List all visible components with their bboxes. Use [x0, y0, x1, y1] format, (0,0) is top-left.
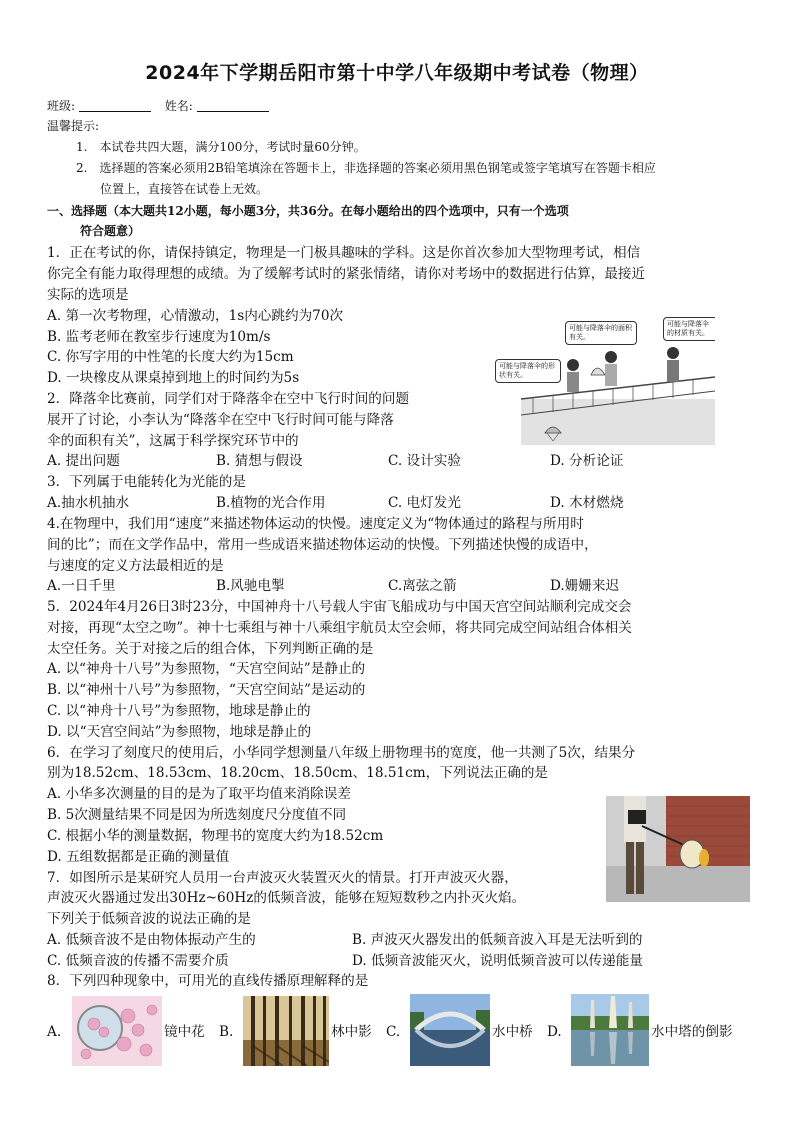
q4-option-b: B.风驰电掣 [216, 578, 285, 594]
q2-stem-2: 展开了讨论，小李认为“降落伞在空中飞行时间可能与降落 [47, 412, 394, 428]
q3-option-a: A.抽水机抽水 [47, 495, 130, 511]
q7-option-c: C. 低频音波的传播不需要介质 [47, 953, 229, 969]
q7-stem-2: 声波灭火器通过发出30Hz~60Hz的低频音波，能够在短短数秒之内扑灭火焰。 [47, 890, 526, 906]
q7-stem-1: 7．如图所示是某研究人员用一台声波灭火装置灭火的情景。打开声波灭火器， [47, 870, 518, 886]
q2-parachute-figure [493, 315, 715, 445]
q6-option-a: A. 小华多次测量的目的是为了取平均值来消除误差 [47, 786, 351, 802]
q8-tower-reflection-image [571, 994, 649, 1066]
q4-option-c: C.离弦之箭 [388, 578, 457, 594]
q5-option-d: D. 以“天宫空间站”为参照物，地球是静止的 [47, 724, 312, 740]
class-label: 班级: [47, 99, 76, 113]
q1-stem-1: 1．正在考试的你，请保持镇定，物理是一门极具趣味的学科。这是你首次参加大型物理考试，相信 [47, 245, 641, 261]
q5-stem-3: 太空任务。关于对接之后的组合体，下列判断正确的是 [47, 641, 374, 657]
forest-shadow-picture [243, 996, 329, 1066]
name-label: 姓名: [164, 99, 193, 113]
q8-option-c-label: C. [386, 1024, 401, 1040]
q8-forest-shadow-image [243, 996, 329, 1066]
speech-bubble-material: 可能与降落伞的材质有关。 [663, 317, 715, 341]
q5-option-c: C. 以“神舟十八号”为参照物，地球是静止的 [47, 703, 311, 719]
q4-stem-2: 间的比”；而在文学作品中，常用一些成语来描述物体运动的快慢。下列描述快慢的成语中， [47, 537, 598, 553]
q3-stem: 3．下列属于电能转化为光能的是 [47, 474, 246, 490]
q5-option-a: A. 以“神舟十八号”为参照物，“天宫空间站”是静止的 [47, 661, 366, 677]
q8-option-a-label: A. [47, 1024, 62, 1040]
q7-option-a: A. 低频音波不是由物体振动产生的 [47, 932, 256, 948]
section-1-heading-cont: 符合题意） [80, 224, 141, 238]
q8-option-d-label: D. [547, 1024, 562, 1040]
q8-option-d-text: 水中塔的倒影 [651, 1024, 733, 1040]
q8-option-c-text: 水中桥 [492, 1024, 533, 1040]
tip-item-2: 2. 选择题的答案必须用2B铅笔填涂在答题卡上，非选择题的答案必须用黑色钢笔或签字笔填写在答题卡相应 [76, 161, 656, 175]
q7-stem-3: 下列关于低频音波的说法正确的是 [47, 911, 251, 927]
tower-reflection-picture [571, 994, 649, 1066]
mirror-flower-picture [72, 996, 162, 1066]
section-1-heading: 一、选择题（本大题共12小题，每小题3分，共36分。在每小题给出的四个选项中，只有一个选项 [47, 204, 569, 218]
q3-option-b: B.植物的光合作用 [216, 495, 326, 511]
q2-option-a: A. 提出问题 [47, 453, 120, 469]
q4-option-a: A.一日千里 [47, 578, 116, 594]
q6-stem-1: 6．在学习了刻度尺的使用后，小华同学想测量八年级上册物理书的宽度，他一共测了5次，结果分 [47, 745, 636, 761]
page-title: 2024年下学期岳阳市第十中学八年级期中考试卷（物理） [145, 62, 649, 84]
q6-stem-2: 别为18.52cm、18.53cm、18.20cm、18.50cm、18.51cm，下列说法正确的是 [47, 765, 549, 781]
q2-option-b: B. 猜想与假设 [216, 453, 303, 469]
q1-stem-2: 你完全有能力取得理想的成绩。为了缓解考试时的紧张情绪，请你对考场中的数据进行估算，最接近 [47, 266, 646, 282]
q6-option-b: B. 5次测量结果不同是因为所选刻度尺分度值不同 [47, 807, 347, 823]
speech-bubble-shape: 可能与降落伞的形状有关。 [495, 359, 561, 383]
name-blank [197, 97, 269, 112]
speech-bubble-area: 可能与降落伞的面积有关。 [565, 321, 637, 345]
q7-option-b: B. 声波灭火器发出的低频音波入耳是无法听到的 [352, 932, 643, 948]
q8-option-a-text: 镜中花 [164, 1024, 205, 1040]
q1-option-a: A. 第一次考物理，心情激动，1s内心跳约为70次 [47, 308, 344, 324]
q2-stem-1: 2．降落伞比赛前，同学们对于降落伞在空中飞行时间的问题 [47, 391, 410, 407]
q5-option-b: B. 以“神州十八号”为参照物，“天宫空间站”是运动的 [47, 682, 366, 698]
q1-option-d: D. 一块橡皮从课桌掉到地上的时间约为5s [47, 370, 300, 386]
q5-stem-1: 5．2024年4月26日3时23分，中国神舟十八号载人宇宙飞船成功与中国天宫空间站顺利完成交会 [47, 599, 632, 615]
q7-option-d: D. 低频音波能灭火，说明低频音波可以传递能量 [352, 953, 643, 969]
q3-option-d: D. 木材燃烧 [550, 495, 624, 511]
q1-option-b: B. 监考老师在教室步行速度为10m/s [47, 329, 271, 345]
q8-option-b-text: 林中影 [331, 1024, 372, 1040]
q1-stem-3: 实际的选项是 [47, 287, 129, 303]
tip-item-2-cont: 位置上，直接答在试卷上无效。 [100, 182, 269, 196]
q8-mirror-flower-image [72, 996, 162, 1066]
bridge-reflection-picture [410, 994, 490, 1066]
researcher-photo [606, 796, 750, 902]
q3-option-c: C. 电灯发光 [388, 495, 461, 511]
q2-option-d: D. 分析论证 [550, 453, 624, 469]
q8-bridge-reflection-image [410, 994, 490, 1066]
q2-stem-3: 伞的面积有关”，这属于科学探究环节中的 [47, 433, 299, 449]
q4-stem-3: 与速度的定义方法最相近的是 [47, 558, 224, 574]
tips-heading: 温馨提示: [47, 119, 100, 133]
q5-stem-2: 对接，再现“太空之吻”。神十七乘组与神十八乘组宇航员太空会师，将共同完成空间站组合体相关 [47, 620, 632, 636]
q8-stem: 8．下列四种现象中，可用光的直线传播原理解释的是 [47, 973, 369, 989]
student-info-row [47, 96, 279, 116]
q8-option-b-label: B. [219, 1024, 234, 1040]
q2-option-c: C. 设计实验 [388, 453, 461, 469]
q7-sound-extinguisher-photo [606, 796, 750, 902]
q1-option-c: C. 你写字用的中性笔的长度大约为15cm [47, 349, 294, 365]
q6-option-c: C. 根据小华的测量数据，物理书的宽度大约为18.52cm [47, 828, 384, 844]
q6-option-d: D. 五组数据都是正确的测量值 [47, 849, 230, 865]
q4-option-d: D.姗姗来迟 [550, 578, 620, 594]
q4-stem-1: 4.在物理中，我们用“速度”来描述物体运动的快慢。速度定义为“物体通过的路程与所用时 [47, 516, 584, 532]
class-blank [79, 97, 151, 112]
tip-item-1: 1. 本试卷共四大题，满分100分，考试时量60分钟。 [76, 140, 366, 154]
